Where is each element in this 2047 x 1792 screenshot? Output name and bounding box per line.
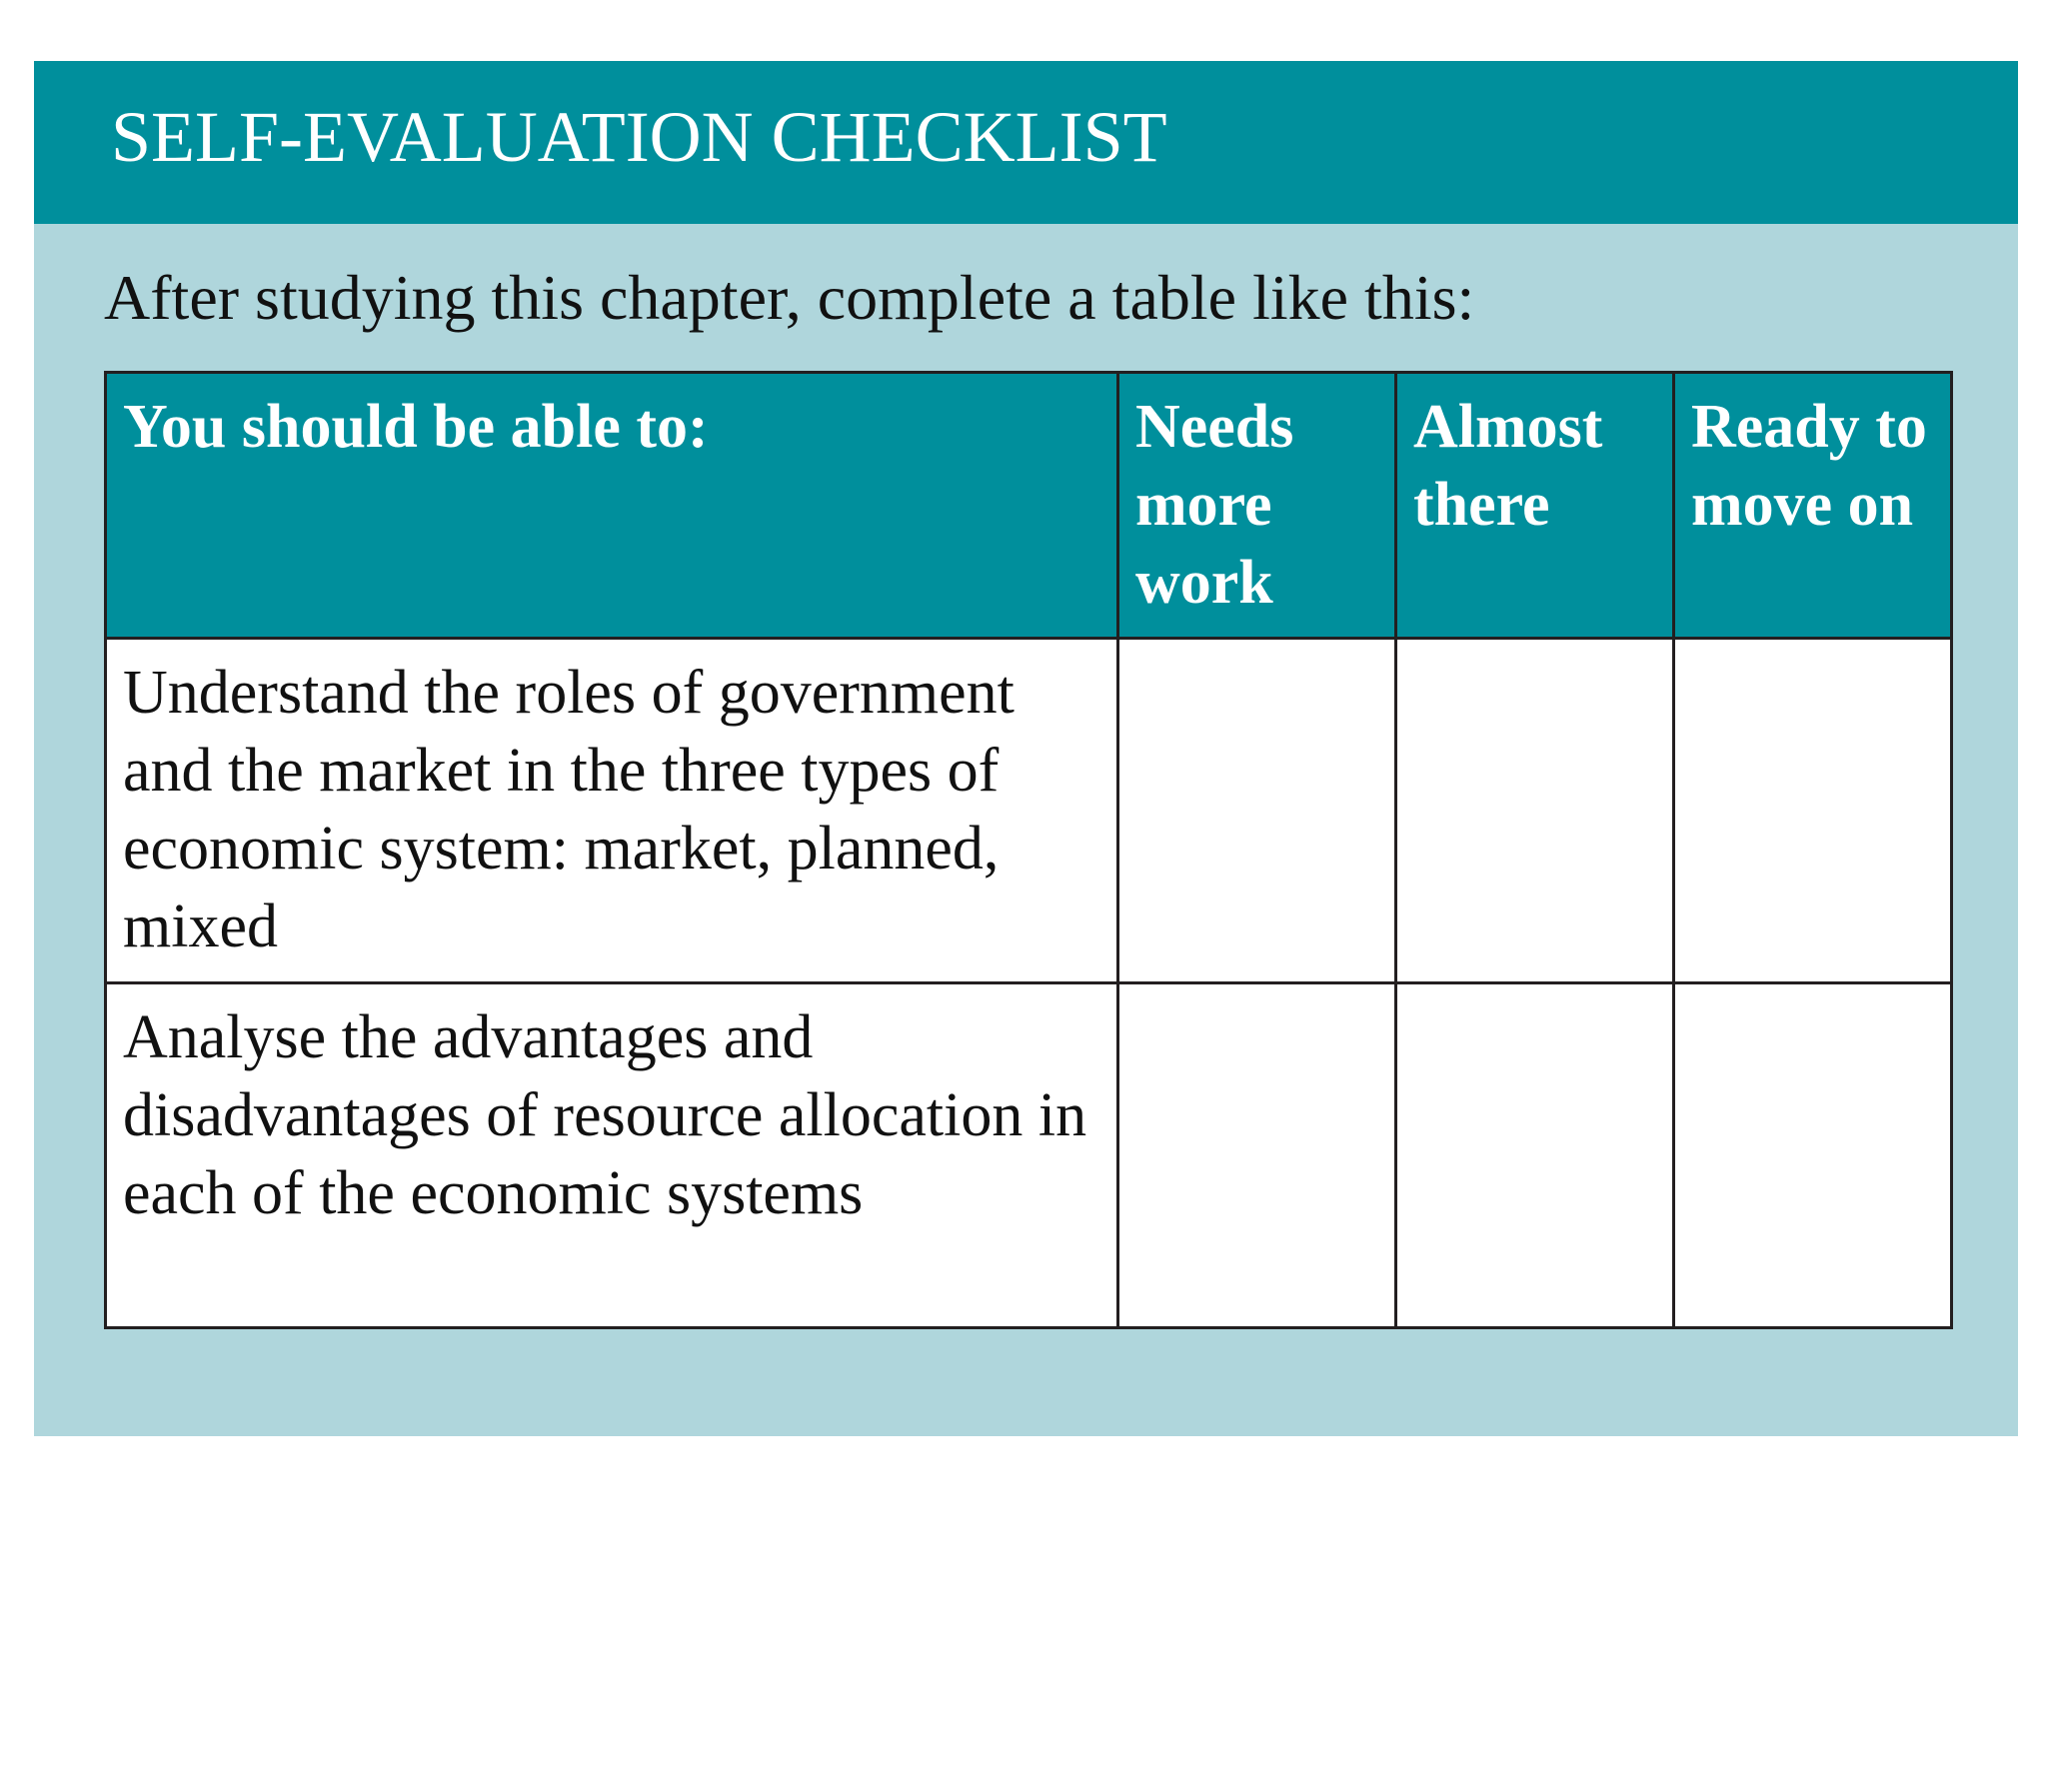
panel-title: SELF-EVALUATION CHECKLIST [111,97,1167,177]
almost-there-cell[interactable] [1396,983,1674,1328]
skill-cell: Analyse the advantages and disadvantages of resource allocation in each of the economic systems [106,983,1118,1328]
panel-header [34,61,2018,224]
column-header-almost-there: Almost there [1396,373,1674,639]
checklist-table [104,371,1953,1329]
table-row [106,639,1952,983]
column-header-ready-to-move-on: Ready to move on [1674,373,1952,639]
intro-text: After studying this chapter, complete a table like this: [104,262,1475,333]
needs-more-work-cell[interactable] [1118,639,1396,983]
almost-there-cell[interactable] [1396,639,1674,983]
skill-cell: Understand the roles of government and the market in the three types of economic system: market, planned, mixed [106,639,1118,983]
ready-to-move-on-cell[interactable] [1674,983,1952,1328]
column-header-skill: You should be able to: [106,373,1118,639]
needs-more-work-cell[interactable] [1118,983,1396,1328]
column-header-needs-more-work: Needs more work [1118,373,1396,639]
table-header-row [106,373,1952,639]
table-row [106,983,1952,1328]
ready-to-move-on-cell[interactable] [1674,639,1952,983]
self-evaluation-panel [34,61,2018,1436]
